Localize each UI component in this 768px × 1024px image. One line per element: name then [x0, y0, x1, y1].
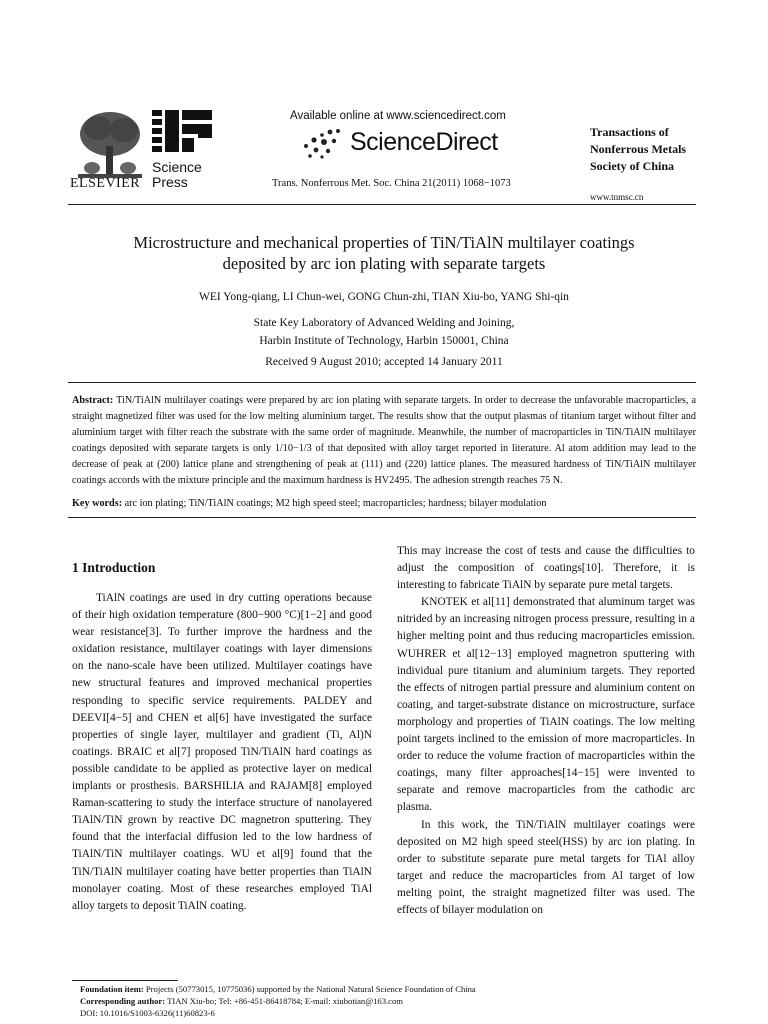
doi[interactable]: DOI: 10.1016/S1003-6326(11)60823-6 — [80, 1008, 215, 1018]
sciencedirect-dots-icon — [300, 126, 348, 160]
journal-name-line: Society of China — [590, 159, 674, 173]
author-list: WEI Yong-qiang, LI Chun-wei, GONG Chun-zhi, TIAN Xiu-bo, YANG Shi-qin — [199, 291, 569, 303]
paragraph: In this work, the TiN/TiAlN multilayer coatings were deposited on M2 high speed steel(HSS) by arc ion plating. In order to substitute separate pure metal targets for TiAl alloy target and reduce the macroparticles from Al target of low melting point, the straight magnetized filter was used. The effects of bilayer modulation on — [397, 818, 695, 916]
title-line: Microstructure and mechanical properties of TiN/TiAlN multilayer coatings — [133, 233, 635, 252]
abstract-bottom-rule — [68, 517, 696, 518]
foundation-label: Foundation item: — [80, 984, 144, 994]
affiliation-line: State Key Laboratory of Advanced Welding and Joining, — [253, 317, 515, 329]
corresponding-text: TIAN Xiu-bo; Tel: +86-451-86418784; E-mail: xiubotian@163.com — [167, 996, 403, 1006]
footnotes — [80, 983, 700, 1019]
affiliation — [60, 314, 708, 350]
corresponding-label: Corresponding author: — [80, 996, 166, 1006]
elsevier-wordmark: ELSEVIER — [70, 176, 141, 191]
title-line: deposited by arc ion plating with separate targets — [222, 254, 546, 273]
foundation-note — [80, 983, 700, 995]
right-column — [397, 543, 695, 919]
keywords-text: arc ion plating; TiN/TiAlN coatings; M2 high speed steel; macroparticles; hardness; bilayer modulation — [124, 498, 547, 509]
science-press-logo — [152, 110, 214, 162]
journal-url[interactable]: www.tnmsc.cn — [590, 192, 644, 202]
sciencedirect-wordmark: ScienceDirect — [350, 128, 498, 156]
foundation-text: Projects (50773015, 10775036) supported by the National Natural Science Foundation of China — [145, 984, 476, 994]
received-dates: Received 9 August 2010; accepted 14 January 2011 — [265, 356, 503, 368]
abstract-text: TiN/TiAlN multilayer coatings were prepared by arc ion plating with separate targets. In order to decrease the unfavorable macroparticles, a straight magnetized filter was used for the low melting aluminium target. The results show that the output plasmas of titanium target without filter and aluminium target with filter reach the substrate with the same order of magnitude. Meanwhile, the number of macroparticles in TiN/TiAlN multilayer coatings deposited with separate targets is only 1/10−1/3 of that deposited with alloy target reported in literature. Al atom addition may lead to the decrease of peak at (200) lattice plane and strengthening of peak at (111) and (220) lattice planes. The measured hardness of TiN/TiAlN multilayer coatings accords with the mixture principle and the maximum hardness is HV2495. The adhesion strength reaches 75 N. — [72, 395, 696, 487]
paragraph: This may increase the cost of tests and cause the difficulties to adjust the composition of coatings[10]. Therefore, it is interesting to fabricate TiAlN by separate pure metal targets. — [397, 545, 695, 592]
journal-name-line: Transactions of — [590, 125, 669, 139]
abstract-label: Abstract: — [72, 395, 114, 406]
abstract-top-rule — [68, 382, 696, 383]
paragraph: KNOTEK et al[11] demonstrated that aluminum target was nitrided by an increasing nitrogen process pressure, resulting in a higher melting point and thus reducing macroparticles emission. WUHRER et al[12−13] employed magnetron sputtering with individual pure titanium and aluminium targets. They reported the effects of nitrogen partial pressure and aluminium content on coating, and target-substrate distance on microstructure, surface morphology and properties of TiAlN coatings. The low melting point targets inclined to the emission of more macroparticles. In order to reduce the volume fraction of macroparticles within the coatings, many filter approaches[14−15] were invented to separate and remove macroparticles from the cathodic arc plasma. — [397, 596, 695, 814]
keywords — [72, 496, 696, 512]
available-online-text: Available online at www.sciencedirect.com — [290, 110, 506, 122]
abstract — [72, 393, 696, 490]
journal-name — [590, 124, 686, 175]
keywords-label: Key words: — [72, 498, 123, 509]
paper-title — [60, 232, 708, 274]
science-press-wordmark: Science Press — [152, 159, 202, 190]
left-column — [72, 590, 372, 915]
corresponding-note — [80, 995, 700, 1007]
journal-name-line: Nonferrous Metals — [590, 142, 687, 156]
section-heading: 1 Introduction — [72, 560, 156, 575]
header-divider — [68, 204, 696, 205]
affiliation-line: Harbin Institute of Technology, Harbin 150001, China — [259, 335, 509, 347]
footnote-rule — [72, 980, 178, 981]
journal-citation: Trans. Nonferrous Met. Soc. China 21(2011) 1068−1073 — [272, 178, 511, 189]
paragraph: TiAlN coatings are used in dry cutting operations because of their high oxidation temperature (800−900 °C)[1−2] and good wear resistance[3]. To further improve the hardness and the oxidation resistance, multilayer coatings with layer dimensions on the nano-scale have been utilized. Multilayer coatings have new structural features and improved mechanical properties responding to specific service requirements. PALDEY and DEEVI[4−5] and CHEN et al[6] have investigated the surface properties of single layer, multilayer and gradient (Ti, Al)N coatings. BRAIC et al[7] proposed TiN/TiAlN hard coatings as possible candidate to be applied as protective layer on medical implants or prosthesis. BARSHILIA and RAJAM[8] employed Raman-scattering to study the interface structure of nanolayered TiAlN/TiN grown by reactive DC magnetron sputtering. They found that the interfacial diffusion led to the low hardness of TiAlN/TiN multilayer coatings. WU et al[9] found that the TiN/TiAlN multilayer coating have better properties than TiAlN monolayer coating. Most of these researches employed TiAl alloy targets to deposit TiAlN coating. — [72, 592, 372, 912]
